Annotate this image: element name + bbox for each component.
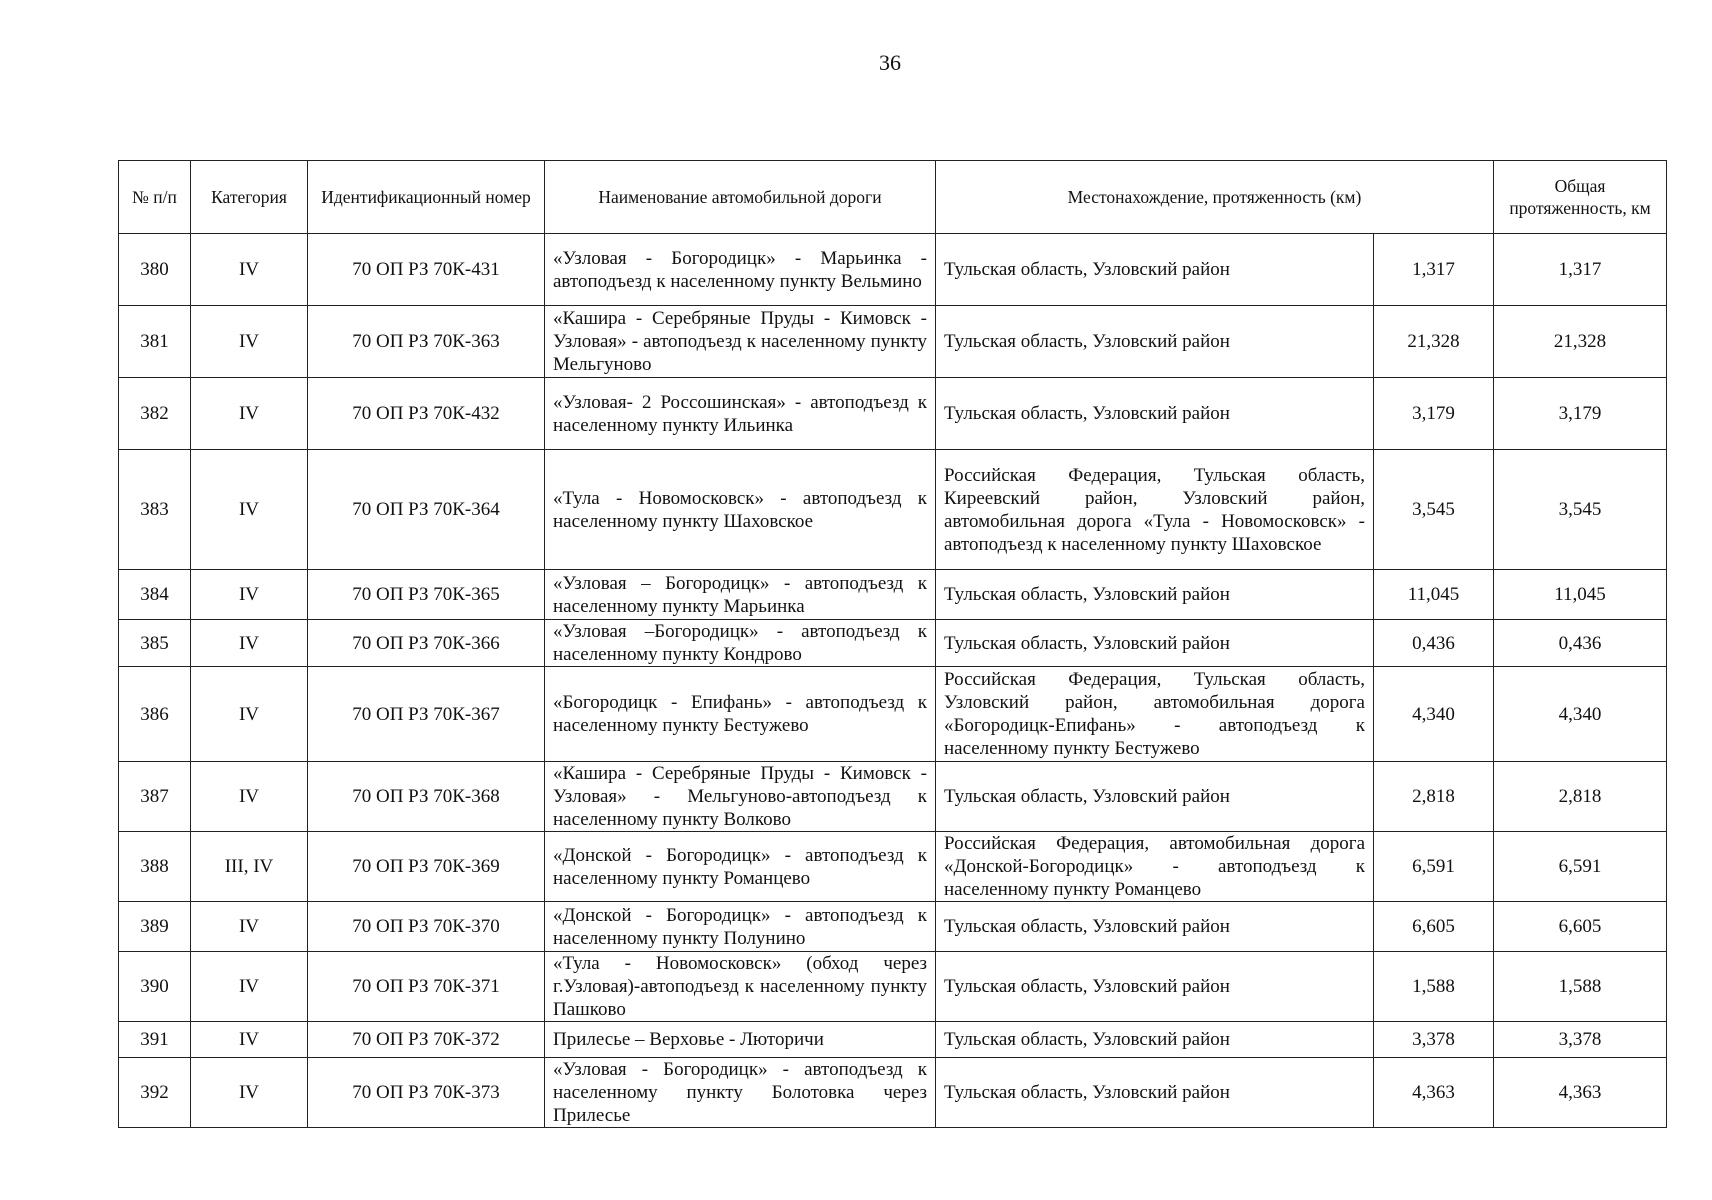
row-total: 3,545 <box>1494 450 1667 570</box>
header-num: № п/п <box>119 161 191 234</box>
row-num: 382 <box>119 378 191 450</box>
row-total: 3,179 <box>1494 378 1667 450</box>
row-road-name: «Тула - Новомосковск» - автоподъезд к населенному пункту Шаховское <box>545 450 936 570</box>
header-id: Идентификационный номер <box>308 161 545 234</box>
roads-table <box>118 160 1667 1128</box>
row-num: 392 <box>119 1058 191 1128</box>
row-location: Российская Федерация, автомобильная дорога «Донской-Богородицк» - автоподъезд к населенному пункту Романцево <box>936 832 1374 902</box>
row-length: 4,340 <box>1374 667 1494 762</box>
row-category: IV <box>191 570 308 620</box>
row-total: 4,363 <box>1494 1058 1667 1128</box>
row-category: IV <box>191 762 308 832</box>
row-total: 11,045 <box>1494 570 1667 620</box>
row-id: 70 ОП РЗ 70К-370 <box>308 902 545 952</box>
row-location: Тульская область, Узловский район <box>936 1058 1374 1128</box>
row-location: Тульская область, Узловский район <box>936 306 1374 378</box>
table-row <box>119 902 1667 952</box>
row-length: 11,045 <box>1374 570 1494 620</box>
row-length: 3,378 <box>1374 1022 1494 1058</box>
row-num: 381 <box>119 306 191 378</box>
row-location: Тульская область, Узловский район <box>936 902 1374 952</box>
header-total: Общая протяженность, км <box>1494 161 1667 234</box>
row-num: 386 <box>119 667 191 762</box>
row-road-name: «Кашира - Серебряные Пруды - Кимовск - Узловая» - Мельгуново-автоподъезд к населенному пункту Волково <box>545 762 936 832</box>
page-number: 36 <box>879 50 901 75</box>
row-length: 6,605 <box>1374 902 1494 952</box>
row-total: 2,818 <box>1494 762 1667 832</box>
row-location: Тульская область, Узловский район <box>936 620 1374 667</box>
row-road-name: «Донской - Богородицк» - автоподъезд к населенному пункту Романцево <box>545 832 936 902</box>
row-num: 384 <box>119 570 191 620</box>
row-location: Тульская область, Узловский район <box>936 762 1374 832</box>
row-num: 391 <box>119 1022 191 1058</box>
row-total: 1,588 <box>1494 952 1667 1022</box>
row-id: 70 ОП РЗ 70К-432 <box>308 378 545 450</box>
row-num: 389 <box>119 902 191 952</box>
table-row <box>119 832 1667 902</box>
row-road-name: «Узловая- 2 Россошинская» - автоподъезд к населенному пункту Ильинка <box>545 378 936 450</box>
row-length: 4,363 <box>1374 1058 1494 1128</box>
row-category: IV <box>191 234 308 306</box>
row-length: 0,436 <box>1374 620 1494 667</box>
row-length: 1,317 <box>1374 234 1494 306</box>
row-total: 1,317 <box>1494 234 1667 306</box>
row-location: Российская Федерация, Тульская область, Узловский район, автомобильная дорога «Богородицк-Епифань» - автоподъезд к населенному пункту Бестужево <box>936 667 1374 762</box>
row-num: 383 <box>119 450 191 570</box>
row-length: 1,588 <box>1374 952 1494 1022</box>
table-row <box>119 952 1667 1022</box>
row-num: 390 <box>119 952 191 1022</box>
table-row <box>119 762 1667 832</box>
row-id: 70 ОП РЗ 70К-364 <box>308 450 545 570</box>
row-id: 70 ОП РЗ 70К-366 <box>308 620 545 667</box>
row-length: 3,545 <box>1374 450 1494 570</box>
row-road-name: «Узловая – Богородицк» - автоподъезд к населенному пункту Марьинка <box>545 570 936 620</box>
row-id: 70 ОП РЗ 70К-365 <box>308 570 545 620</box>
row-category: IV <box>191 952 308 1022</box>
row-id: 70 ОП РЗ 70К-368 <box>308 762 545 832</box>
row-road-name: «Узловая –Богородицк» - автоподъезд к населенному пункту Кондрово <box>545 620 936 667</box>
row-category: IV <box>191 902 308 952</box>
row-total: 6,591 <box>1494 832 1667 902</box>
row-id: 70 ОП РЗ 70К-373 <box>308 1058 545 1128</box>
row-length: 21,328 <box>1374 306 1494 378</box>
row-category: IV <box>191 1022 308 1058</box>
row-location: Тульская область, Узловский район <box>936 570 1374 620</box>
row-id: 70 ОП РЗ 70К-431 <box>308 234 545 306</box>
row-road-name: «Кашира - Серебряные Пруды - Кимовск - Узловая» - автоподъезд к населенному пункту Мельгуново <box>545 306 936 378</box>
row-total: 21,328 <box>1494 306 1667 378</box>
row-category: IV <box>191 306 308 378</box>
row-id: 70 ОП РЗ 70К-363 <box>308 306 545 378</box>
row-id: 70 ОП РЗ 70К-367 <box>308 667 545 762</box>
row-num: 387 <box>119 762 191 832</box>
row-category: IV <box>191 620 308 667</box>
row-total: 6,605 <box>1494 902 1667 952</box>
row-road-name: «Тула - Новомосковск» (обход через г.Узловая)-автоподъезд к населенному пункту Пашково <box>545 952 936 1022</box>
row-id: 70 ОП РЗ 70К-369 <box>308 832 545 902</box>
row-num: 380 <box>119 234 191 306</box>
header-name: Наименование автомобильной дороги <box>545 161 936 234</box>
table-header-row <box>119 161 1667 234</box>
table-row <box>119 1022 1667 1058</box>
row-location: Российская Федерация, Тульская область, Киреевский район, Узловский район, автомобильная дорога «Тула - Новомосковск» - автоподъезд к населенному пункту Шаховское <box>936 450 1374 570</box>
table-row <box>119 667 1667 762</box>
row-length: 6,591 <box>1374 832 1494 902</box>
row-total: 3,378 <box>1494 1022 1667 1058</box>
row-road-name: «Узловая - Богородицк» - Марьинка - автоподъезд к населенному пункту Вельмино <box>545 234 936 306</box>
row-total: 0,436 <box>1494 620 1667 667</box>
row-road-name: «Богородицк - Епифань» - автоподъезд к населенному пункту Бестужево <box>545 667 936 762</box>
row-category: IV <box>191 450 308 570</box>
table-row <box>119 450 1667 570</box>
header-category: Категория <box>191 161 308 234</box>
row-length: 2,818 <box>1374 762 1494 832</box>
row-location: Тульская область, Узловский район <box>936 952 1374 1022</box>
row-category: IV <box>191 667 308 762</box>
row-road-name: «Донской - Богородицк» - автоподъезд к населенному пункту Полунино <box>545 902 936 952</box>
row-id: 70 ОП РЗ 70К-371 <box>308 952 545 1022</box>
header-location: Местонахождение, протяженность (км) <box>936 161 1494 234</box>
row-id: 70 ОП РЗ 70К-372 <box>308 1022 545 1058</box>
row-num: 388 <box>119 832 191 902</box>
row-road-name: Прилесье – Верховье - Люторичи <box>545 1022 936 1058</box>
row-location: Тульская область, Узловский район <box>936 378 1374 450</box>
table-row <box>119 234 1667 306</box>
row-road-name: «Узловая - Богородицк» - автоподъезд к населенному пункту Болотовка через Прилесье <box>545 1058 936 1128</box>
row-category: III, IV <box>191 832 308 902</box>
row-num: 385 <box>119 620 191 667</box>
row-total: 4,340 <box>1494 667 1667 762</box>
row-location: Тульская область, Узловский район <box>936 1022 1374 1058</box>
table-row <box>119 570 1667 620</box>
row-category: IV <box>191 1058 308 1128</box>
row-length: 3,179 <box>1374 378 1494 450</box>
table-row <box>119 378 1667 450</box>
row-location: Тульская область, Узловский район <box>936 234 1374 306</box>
table-row <box>119 306 1667 378</box>
table-row <box>119 1058 1667 1128</box>
row-category: IV <box>191 378 308 450</box>
table-row <box>119 620 1667 667</box>
